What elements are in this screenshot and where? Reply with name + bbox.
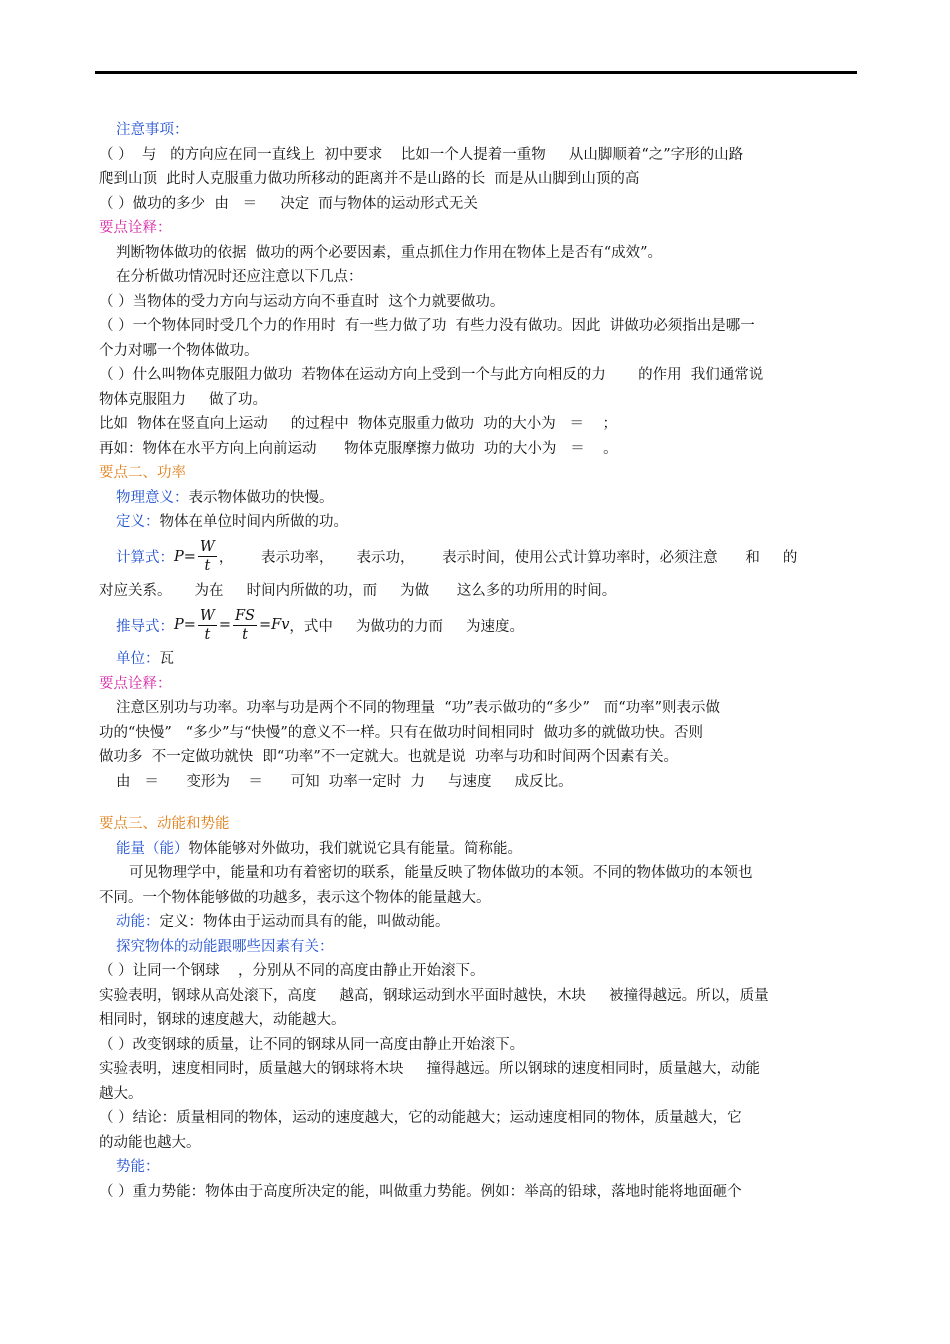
paragraph: （ ）改变钢球的质量，让不同的钢球从同一高度由静止开始滚下。 [99, 1036, 525, 1053]
paragraph: 相同时，钢球的速度越大，动能越大。 [99, 1012, 346, 1028]
formula-power [99, 535, 854, 579]
text: 定义：物体由于运动而具有的能，叫做动能。 [159, 914, 450, 930]
paragraph: 做功多 不一定做功就快 即“功率”不一定就大。也就是说 功率与功和时间两个因素有关。 [99, 749, 678, 765]
label: 能量（能） [116, 840, 189, 857]
denominator: t [204, 626, 211, 643]
denominator: t [242, 626, 248, 643]
text: 物体在单位时间内所做的功。 [159, 514, 348, 530]
paragraph: 物体克服阻力 做了功。 [99, 391, 268, 408]
paragraph [99, 510, 854, 535]
paragraph: 判断物体做功的依据 做功的两个必要因素，重点抓住力作用在物体上是否有“成效”。 [116, 244, 663, 261]
heading-potential: 势能： [116, 1159, 160, 1175]
paragraph: 爬到山顶 此时人克服重力做功所移动的距离并不是山路的长 而是从山脚到山顶的高 [99, 171, 640, 187]
formula-symbol: = [218, 617, 231, 633]
paragraph: 对应关系。 为在 时间内所做的功，而 为做 这么多的功所用的时间。 [99, 582, 617, 599]
formula-symbol: P [174, 617, 184, 633]
paragraph: 功的“快慢” “多少”与“快慢”的意义不一样。只有在做功时间相同时 做功多的就做功快。否则 [99, 724, 704, 741]
formula-symbol: = [258, 617, 272, 633]
paragraph [99, 486, 854, 511]
paragraph: （ ）结论：质量相同的物体，运动的速度越大，它的动能越大；运动速度相同的物体，质量越大，它 [99, 1110, 742, 1126]
text: 瓦 [159, 651, 174, 667]
paragraph: 比如 物体在竖直向上运动 的过程中 物体克服重力做功 功的大小为 ＝ ； [99, 416, 617, 432]
heading-explanation: 要点诠释： [99, 220, 172, 236]
denominator: t [204, 558, 211, 574]
paragraph: 由 ＝ 变形为 ＝ 可知 功率一定时 力 与速度 成反比。 [116, 773, 573, 790]
fraction [198, 538, 217, 575]
text: 表示物体做功的快慢。 [188, 489, 334, 506]
paragraph: 越大。 [99, 1085, 143, 1102]
label: 单位： [116, 651, 160, 667]
heading-explanation: 要点诠释： [99, 675, 172, 692]
paragraph: （ ）当物体的受力方向与运动方向不垂直时 这个力就要做功。 [99, 293, 505, 310]
header-rule [95, 71, 857, 74]
numerator: W [199, 539, 215, 555]
spacer [99, 794, 854, 812]
heading-power: 要点二、功率 [99, 465, 186, 481]
paragraph: （ ）重力势能：物体由于高度所决定的能，叫做重力势能。例如：举高的铅球，落地时能将地面砸个 [99, 1183, 742, 1200]
paragraph [99, 837, 854, 862]
formula-symbol: = [183, 548, 196, 565]
label: 计算式： [116, 550, 174, 566]
paragraph: 实验表明，钢球从高处滚下，高度 越高，钢球运动到水平面时越快，木块 被撞得越远。所以，质量 [99, 987, 769, 1004]
label: 定义： [116, 514, 160, 530]
paragraph: （ ）什么叫物体克服阻力做功 若物体在运动方向上受到一个与此方向相反的力 的作用 我们通常说 [99, 367, 764, 383]
label: 动能： [116, 914, 160, 930]
label: 推导式： [116, 618, 174, 635]
paragraph [99, 910, 854, 935]
text: 物体能够对外做功，我们就说它具有能量。简称能。 [188, 840, 522, 857]
document-body [99, 118, 854, 1204]
numerator: FS [234, 607, 255, 624]
label: 物理意义： [116, 489, 189, 506]
paragraph: 的动能也越大。 [99, 1134, 201, 1151]
heading-explore: 探究物体的动能跟哪些因素有关： [116, 938, 334, 955]
text: ， 表示功率， 表示功， 表示时间，使用公式计算功率时，必须注意 和 的 [218, 550, 798, 566]
heading-energy: 要点三、动能和势能 [99, 816, 230, 832]
paragraph: 在分析做功情况时还应注意以下几点： [116, 269, 363, 285]
paragraph: 可见物理学中，能量和功有着密切的联系，能量反映了物体做功的本领。不同的物体做功的本领也 [129, 865, 753, 881]
formula-symbol: = [183, 617, 196, 633]
fraction [233, 607, 257, 644]
formula-symbol: P [174, 548, 184, 565]
paragraph: 实验表明，速度相同时，质量越大的钢球将木块 撞得越远。所以钢球的速度相同时，质量越大，动能 [99, 1061, 761, 1077]
paragraph: （ ） 与 的方向应在同一直线上 初中要求 比如一个人提着一重物 从山脚顺着“之”字形的山路 [99, 146, 744, 163]
paragraph: 个力对哪一个物体做功。 [99, 342, 259, 359]
formula-derivation [99, 603, 854, 647]
paragraph [99, 647, 854, 672]
paragraph: （ ）一个物体同时受几个力的作用时 有一些力做了功 有些力没有做功。因此 讲做功必须指出是哪一 [99, 318, 755, 334]
heading-notes: 注意事项： [116, 122, 189, 138]
paragraph: （ ）让同一个钢球 ，分别从不同的高度由静止开始滚下。 [99, 963, 485, 979]
paragraph: 再如：物体在水平方向上向前运动 物体克服摩擦力做功 功的大小为 ＝ 。 [99, 440, 618, 457]
paragraph: 不同。一个物体能够做的功越多，表示这个物体的能量越大。 [99, 889, 491, 906]
numerator: W [199, 607, 215, 624]
paragraph: （ ）做功的多少 由 ＝ 决定 而与物体的运动形式无关 [99, 195, 478, 212]
fraction [198, 607, 217, 644]
text: ，式中 为做功的力而 为速度。 [289, 618, 524, 635]
paragraph: 注意区别功与功率。功率与功是两个不同的物理量 “功”表示做功的“多少” 而“功率”则表示做 [116, 700, 721, 716]
formula-symbol: Fv [271, 617, 290, 633]
